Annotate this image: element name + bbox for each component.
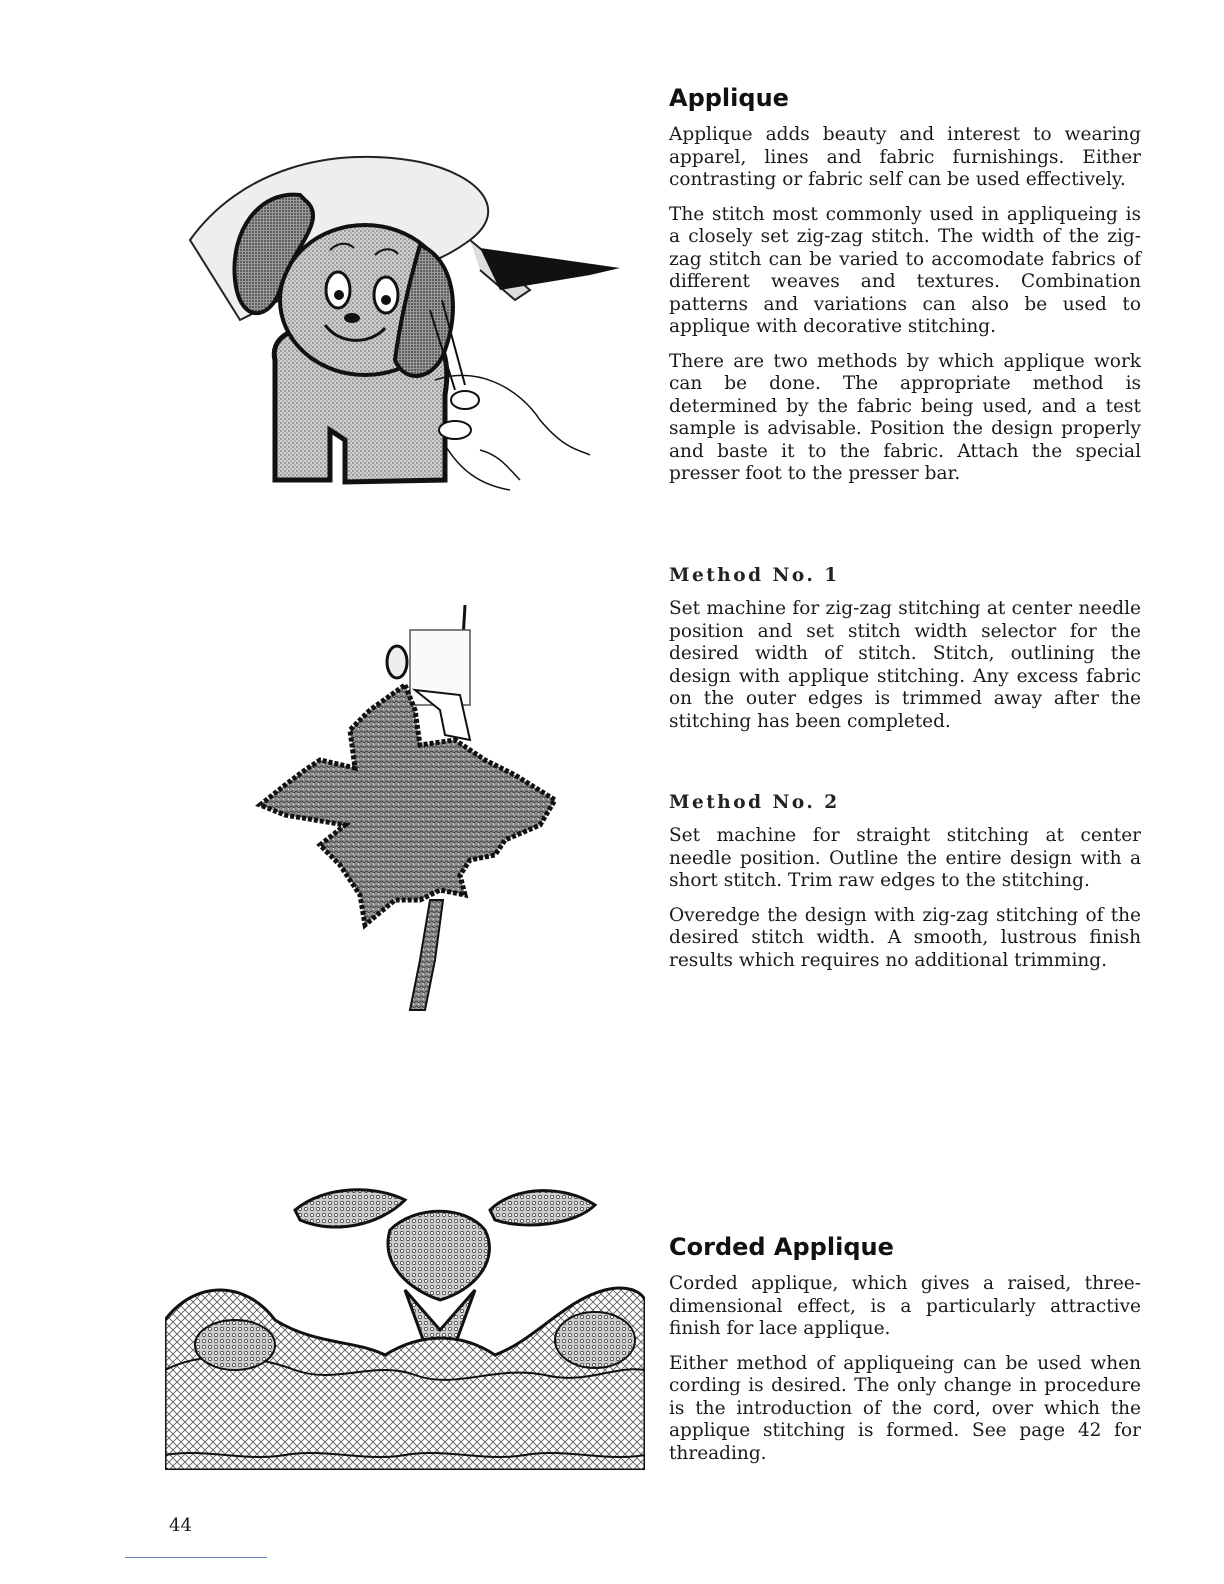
method-2-heading: Method No. 2: [669, 792, 840, 813]
applique-heading: Applique: [669, 84, 789, 112]
method-1-paragraph: Set machine for zig-zag stitching at center needle position and set stitch width selector for the desired width of stitch. Stitch, outlining the design with applique stitching. Any excess fabric on the outer edges is trimmed away after the stitching has been completed.: [669, 598, 1141, 732]
method-1-heading: Method No. 1: [669, 565, 840, 586]
method-1-section: [669, 565, 1141, 733]
leaf-applique-illustration: [245, 600, 575, 1020]
method-2-paragraph: Set machine for straight stitching at center needle position. Outline the entire design with a short stitch. Trim raw edges to the stitching.: [669, 825, 1141, 891]
applique-section: [669, 84, 1141, 486]
applique-paragraph: Applique adds beauty and interest to wearing apparel, lines and fabric furnishings. Either contrasting or fabric self can be used effectively.: [669, 124, 1141, 190]
applique-paragraph: There are two methods by which applique work can be done. The appropriate method is determined by the fabric being used, and a test sample is advisable. Position the design properly and baste it to the fabric. Attach the special presser foot to the presser bar.: [669, 350, 1141, 484]
corded-applique-section: [669, 1233, 1141, 1465]
puppy-applique-illustration: [180, 150, 630, 495]
corded-applique-paragraph: Corded applique, which gives a raised, three-dimensional effect, is a particularly attractive finish for lace applique.: [669, 1273, 1141, 1339]
footer-rule: [125, 1557, 267, 1558]
corded-lace-applique-illustration: [165, 1170, 645, 1470]
applique-paragraph: The stitch most commonly used in appliqueing is a closely set zig-zag stitch. The width of the zig-zag stitch can be varied to accomodate fabrics of different weaves and textures. Combination patterns and variations can also be used to applique with decorative stitching.: [669, 203, 1141, 337]
corded-applique-heading: Corded Applique: [669, 1233, 894, 1261]
page-number: 44: [169, 1515, 192, 1536]
corded-applique-paragraph: Either method of appliqueing can be used when cording is desired. The only change in procedure is the introduction of the cord, over which the applique stitching is formed. See page 42 for threading.: [669, 1352, 1141, 1464]
method-2-paragraph: Overedge the design with zig-zag stitching of the desired stitch width. A smooth, lustrous finish results which requires no additional trimming.: [669, 904, 1141, 971]
method-2-section: [669, 792, 1141, 972]
